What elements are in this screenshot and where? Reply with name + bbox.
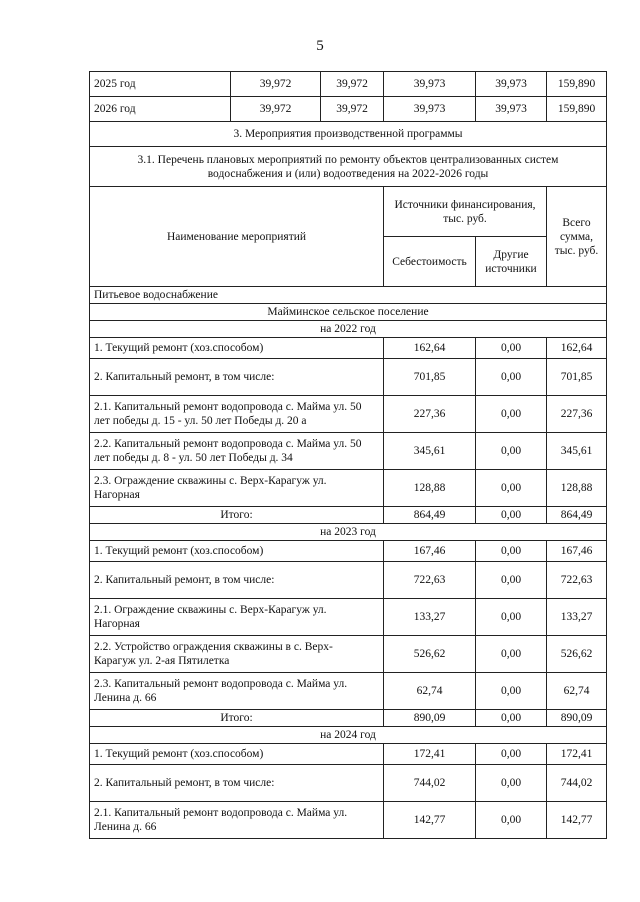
item-name: 2. Капитальный ремонт, в том числе:: [90, 765, 384, 802]
table-row: [90, 338, 607, 359]
total-cell: 167,46: [547, 541, 607, 562]
total-cell: 864,49: [547, 507, 607, 524]
table-row: [90, 507, 607, 524]
other-cell: 0,00: [476, 802, 547, 839]
item-name: 1. Текущий ремонт (хоз.способом): [90, 744, 384, 765]
other-cell: 0,00: [476, 541, 547, 562]
total-cell: 162,64: [547, 338, 607, 359]
item-name: 1. Текущий ремонт (хоз.способом): [90, 541, 384, 562]
item-name: 2.1. Капитальный ремонт водопровода с. Майма ул. 50 лет победы д. 15 - ул. 50 лет Победы д. 20 а: [90, 396, 384, 433]
item-name: 2.2. Капитальный ремонт водопровода с. Майма ул. 50 лет победы д. 8 - ул. 50 лет Победы д. 34: [90, 433, 384, 470]
other-cell: 0,00: [476, 338, 547, 359]
other-cell: 0,00: [476, 710, 547, 727]
header-cost: Себестоимость: [384, 237, 476, 287]
total-cell: 159,890: [547, 97, 607, 122]
cost-cell: 526,62: [384, 636, 476, 673]
table-row: [90, 599, 607, 636]
cost-cell: 701,85: [384, 359, 476, 396]
total-cell: 128,88: [547, 470, 607, 507]
cost-cell: 722,63: [384, 562, 476, 599]
item-name: 2.1. Ограждение скважины с. Верх-Карагуж ул. Нагорная: [90, 599, 384, 636]
total-cell: 159,890: [547, 72, 607, 97]
header-other: Другие источники: [476, 237, 547, 287]
total-cell: 133,27: [547, 599, 607, 636]
cost-cell: 890,09: [384, 710, 476, 727]
other-cell: 0,00: [476, 433, 547, 470]
table-row: [90, 636, 607, 673]
item-name: 2.3. Ограждение скважины с. Верх-Карагуж ул. Нагорная: [90, 470, 384, 507]
other-cell: 0,00: [476, 562, 547, 599]
table-row: [90, 562, 607, 599]
value-cell: 39,972: [231, 72, 321, 97]
total-cell: 890,09: [547, 710, 607, 727]
total-cell: 142,77: [547, 802, 607, 839]
header-sources: Источники финансирования, тыс. руб.: [384, 187, 547, 237]
table-row: [90, 97, 607, 122]
value-cell: 39,973: [384, 72, 476, 97]
total-cell: 722,63: [547, 562, 607, 599]
page-number: 5: [316, 38, 324, 54]
total-cell: 345,61: [547, 433, 607, 470]
year-label: 2026 год: [90, 97, 231, 122]
table-row: [90, 433, 607, 470]
table-row: [90, 470, 607, 507]
item-name: 2. Капитальный ремонт, в том числе:: [90, 359, 384, 396]
section-title: 3. Мероприятия производственной программы: [90, 122, 607, 147]
total-cell: 227,36: [547, 396, 607, 433]
table-row: [90, 765, 607, 802]
other-cell: 0,00: [476, 396, 547, 433]
other-cell: 0,00: [476, 359, 547, 396]
other-cell: 0,00: [476, 765, 547, 802]
cost-cell: 172,41: [384, 744, 476, 765]
table-row: [90, 802, 607, 839]
table-row: [90, 710, 607, 727]
total-cell: 62,74: [547, 673, 607, 710]
total-label: Итого:: [90, 507, 384, 524]
table-row: [90, 359, 607, 396]
item-name: 2.2. Устройство ограждения скважины в с. Верх- Карагуж ул. 2-ая Пятилетка: [90, 636, 384, 673]
cost-cell: 167,46: [384, 541, 476, 562]
item-name: 2. Капитальный ремонт, в том числе:: [90, 562, 384, 599]
table-row: [90, 396, 607, 433]
year-heading: на 2022 год: [90, 321, 607, 338]
value-cell: 39,972: [231, 97, 321, 122]
table-row: [90, 673, 607, 710]
total-cell: 744,02: [547, 765, 607, 802]
cost-cell: 133,27: [384, 599, 476, 636]
settlement-label: Майминское сельское поселение: [90, 304, 607, 321]
cost-cell: 744,02: [384, 765, 476, 802]
cost-cell: 62,74: [384, 673, 476, 710]
header-total: Всего сумма, тыс. руб.: [547, 187, 607, 287]
item-name: 1. Текущий ремонт (хоз.способом): [90, 338, 384, 359]
cost-cell: 142,77: [384, 802, 476, 839]
value-cell: 39,973: [476, 97, 547, 122]
year-heading: на 2024 год: [90, 727, 607, 744]
value-cell: 39,972: [321, 72, 384, 97]
value-cell: 39,972: [321, 97, 384, 122]
cost-cell: 128,88: [384, 470, 476, 507]
year-label: 2025 год: [90, 72, 231, 97]
value-cell: 39,973: [476, 72, 547, 97]
cost-cell: 162,64: [384, 338, 476, 359]
other-cell: 0,00: [476, 744, 547, 765]
subsection-title: 3.1. Перечень плановых мероприятий по ремонту объектов централизованных систем водоснабжения и (или) водоотведения на 2022-2026 годы: [90, 147, 607, 187]
other-cell: 0,00: [476, 673, 547, 710]
program-table: [89, 71, 607, 839]
other-cell: 0,00: [476, 470, 547, 507]
other-cell: 0,00: [476, 636, 547, 673]
table-row: [90, 72, 607, 97]
category-label: Питьевое водоснабжение: [90, 287, 607, 304]
other-cell: 0,00: [476, 507, 547, 524]
total-cell: 172,41: [547, 744, 607, 765]
table-row: [90, 744, 607, 765]
other-cell: 0,00: [476, 599, 547, 636]
total-label: Итого:: [90, 710, 384, 727]
header-name: Наименование мероприятий: [90, 187, 384, 287]
cost-cell: 227,36: [384, 396, 476, 433]
cost-cell: 864,49: [384, 507, 476, 524]
cost-cell: 345,61: [384, 433, 476, 470]
total-cell: 701,85: [547, 359, 607, 396]
table-row: [90, 541, 607, 562]
item-name: 2.3. Капитальный ремонт водопровода с. Майма ул. Ленина д. 66: [90, 673, 384, 710]
item-name: 2.1. Капитальный ремонт водопровода с. Майма ул. Ленина д. 66: [90, 802, 384, 839]
year-heading: на 2023 год: [90, 524, 607, 541]
total-cell: 526,62: [547, 636, 607, 673]
value-cell: 39,973: [384, 97, 476, 122]
